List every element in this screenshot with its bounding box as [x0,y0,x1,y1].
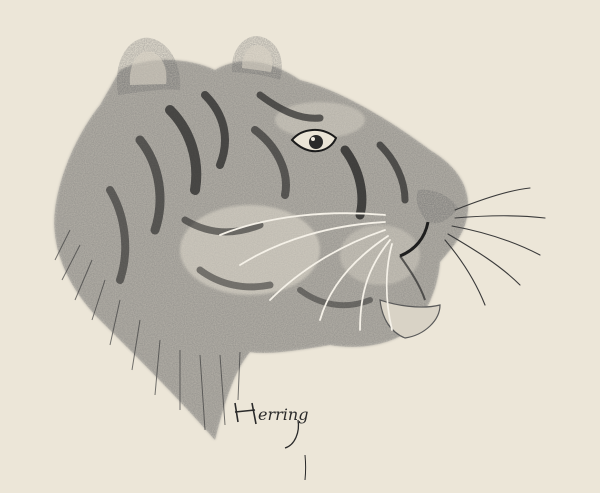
tiger-head [54,60,468,440]
svg-text:erring: erring [258,405,309,424]
cheek-highlight [180,205,320,295]
artist-signature [235,403,308,480]
